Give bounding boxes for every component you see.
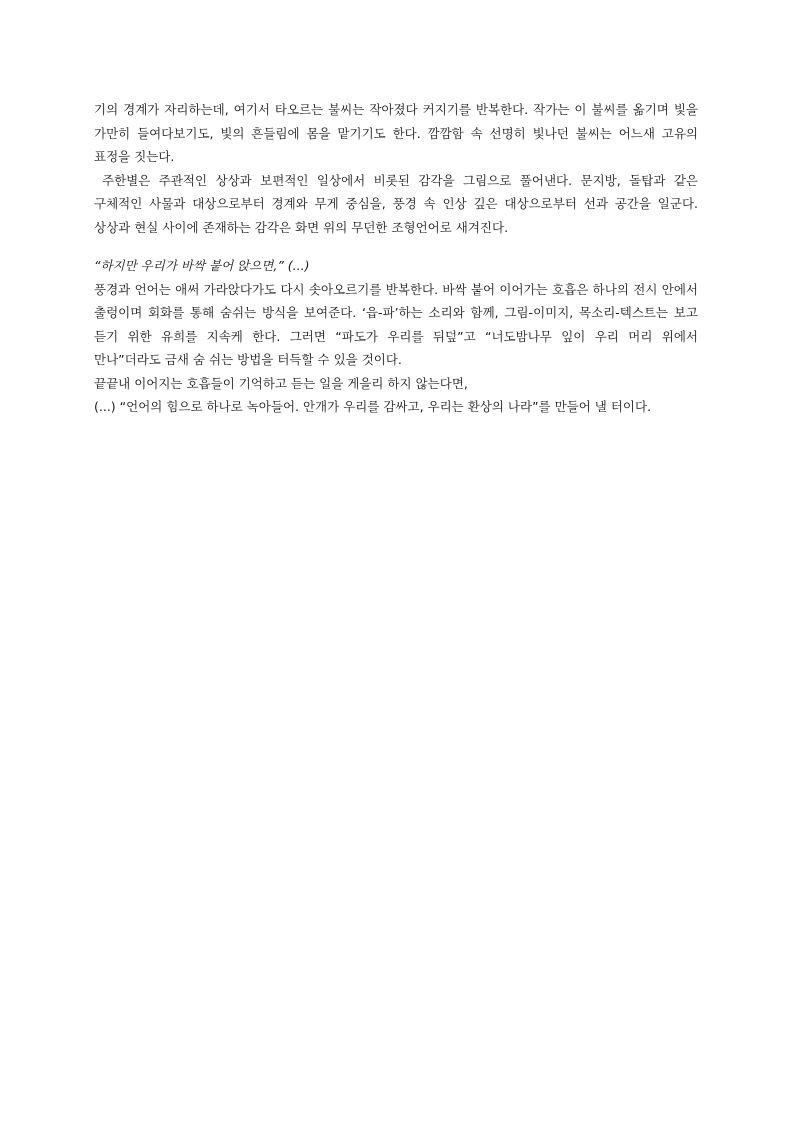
paragraph-breathing: 끝끝내 이어지는 호흡들이 기억하고 듣는 일을 게을리 하지 않는다면, (94, 375, 468, 391)
document-page (94, 98, 698, 419)
paragraph-closing-quote: (...) “언어의 힘으로 하나로 녹아들어. 안개가 우리를 감싸고, 우리는 환상의 나라”를 만들어 낼 터이다. (94, 399, 652, 414)
paragraph-artist-intro: 주한별은 주관적인 상상과 보편적인 일상에서 비롯된 감각을 그림으로 풀어낸다. 문지방, 돌탑과 같은 구체적인 사물과 대상으로부터 경계와 무게 중심을, 풍경 속 인상 깊은 대상으로부터 선과 공간을 일군다. 상상과 현실 사이에 존재하는 감각은 화면 위의 무던한 조형언어로 새겨진다. (94, 172, 698, 235)
paragraph-landscape-language: 풍경과 언어는 애써 가라앉다가도 다시 솟아오르기를 반복한다. 바싹 붙어 이어가는 호흡은 하나의 전시 안에서 출렁이며 회화를 통해 숨쉬는 방식을 보여준다. ‘읍-파’하는 소리와 함께, 그림-이미지, 목소리-텍스트는 보고 듣기 위한 유희를 지속케 한다. 그러면 “파도가 우리를 뒤덮”고 “너도밤나무 잎이 우리 머리 위에서 만나”더라도 금새 숨 쉬는 방법을 터득할 수 있을 것이다. (94, 281, 698, 367)
paragraph-fire-boundary: 기의 경계가 자리하는데, 여기서 타오르는 불씨는 작아졌다 커지기를 반복한다. 작가는 이 불씨를 옮기며 빛을 가만히 들여다보기도, 빛의 흔들림에 몸을 맡기기도 한다. 깜깜함 속 선명히 빛나던 불씨는 어느새 고유의 표정을 짓는다. (94, 102, 698, 164)
quote-line: “하지만 우리가 바싹 붙어 앉으면,” (...) (94, 258, 310, 273)
